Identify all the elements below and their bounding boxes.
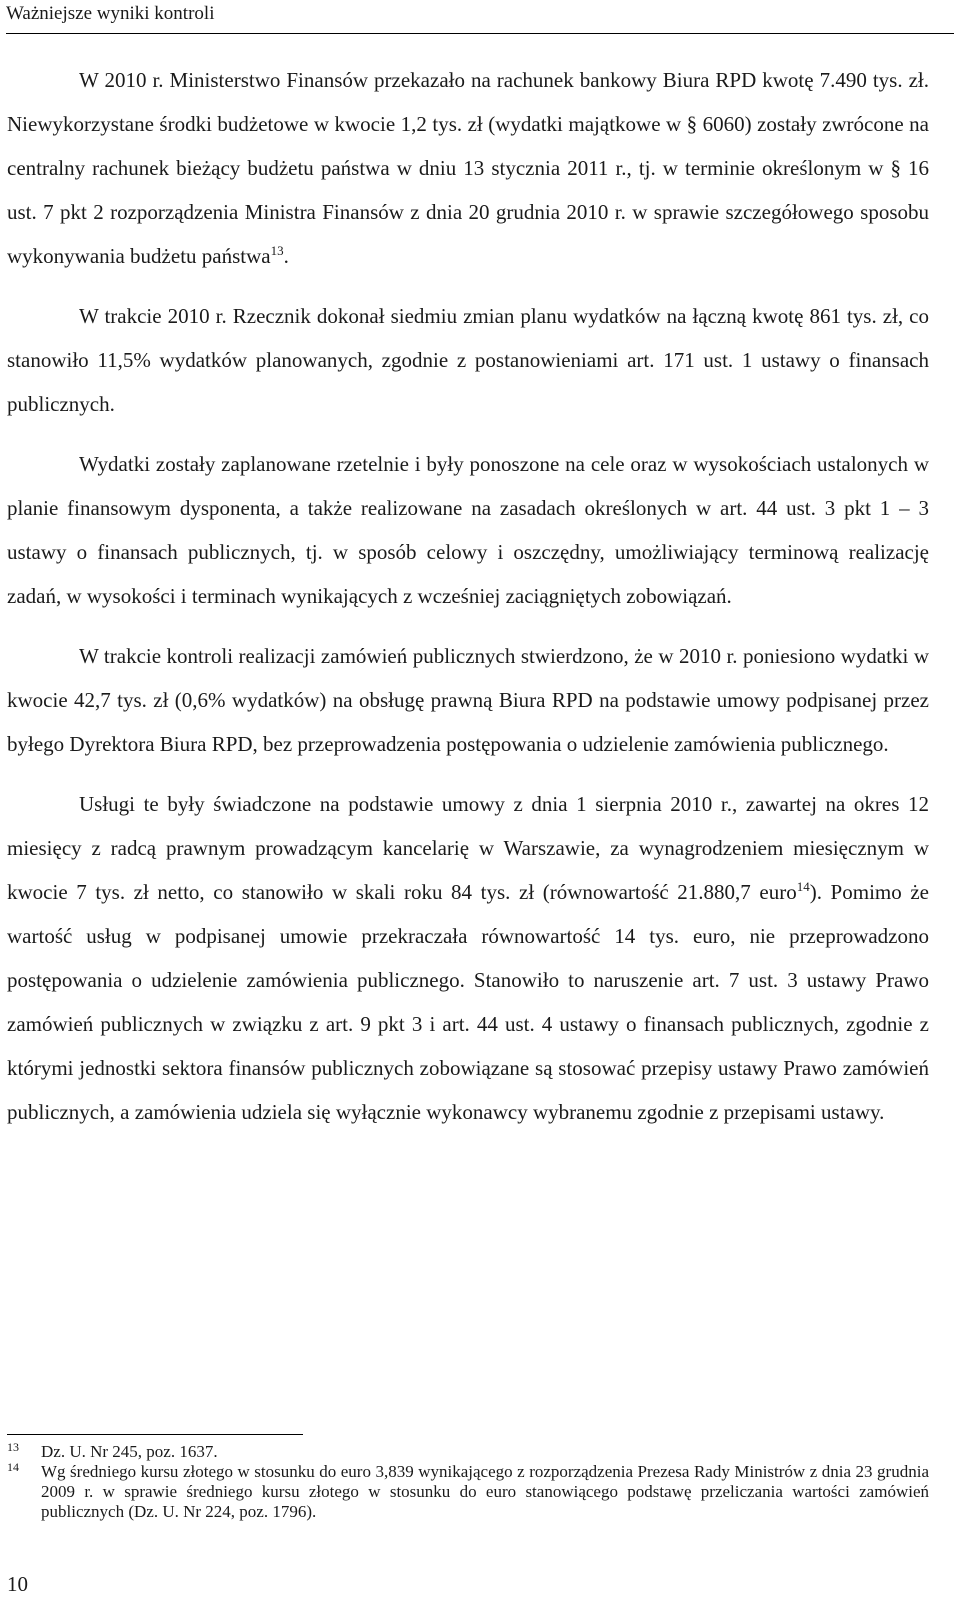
footnote-14 <box>7 1462 929 1522</box>
paragraph-1 <box>7 58 929 278</box>
paragraph-1-text: W 2010 r. Ministerstwo Finansów przekazało na rachunek bankowy Biura RPD kwotę 7.490 tys. zł. Niewykorzystane środki budżetowe w kwocie 1,2 tys. zł (wydatki majątkowe w § 6060) zostały zwrócone na centralny rachunek bieżący budżetu państwa w dniu 13 stycznia 2011 r., tj. w terminie określonym w § 16 ust. 7 pkt 2 rozporządzenia Ministra Finansów z dnia 20 grudnia 2010 r. w sprawie szczegółowego sposobu wykonywania budżetu państwa <box>7 68 929 268</box>
paragraph-3: Wydatki zostały zaplanowane rzetelnie i były ponoszone na cele oraz w wysokościach ustalonych w planie finansowym dysponenta, a także realizowane na zasadach określonych w art. 44 ust. 3 pkt 1 – 3 ustawy o finansach publicznych, tj. w sposób celowy i oszczędny, umożliwiający terminową realizację zadań, w wysokości i terminach wynikających z wcześniej zaciągniętych zobowiązań. <box>7 452 929 608</box>
paragraph-5-start: Usługi te były świadczone na podstawie umowy z dnia 1 sierpnia 2010 r., zawartej na okres 12 miesięcy z radcą prawnym prowadzącym kancelarię w Warszawie, za wynagrodzeniem miesięcznym w kwocie 7 tys. zł netto, co stanowiło w skali roku 84 tys. zł (równowartość 21.880,7 euro <box>7 792 929 904</box>
header-title: Ważniejsze wyniki kontroli <box>6 3 215 24</box>
footnotes <box>7 1442 929 1522</box>
footnote-number: 14 <box>7 1460 19 1474</box>
running-header <box>6 0 954 34</box>
page-number: 10 <box>7 1572 28 1596</box>
paragraph-2: W trakcie 2010 r. Rzecznik dokonał siedmiu zmian planu wydatków na łączną kwotę 861 tys. zł, co stanowiło 11,5% wydatków planowanych, zgodnie z postanowieniami art. 171 ust. 1 ustawy o finansach publicznych. <box>7 304 929 416</box>
footnote-ref-13: 13 <box>270 243 284 258</box>
footnote-13 <box>7 1442 929 1462</box>
footnote-ref-14: 14 <box>796 879 810 894</box>
paragraph-5-rest: ). Pomimo że wartość usług w podpisanej umowie przekraczała równowartość 14 tys. euro, nie przeprowadzono postępowania o udzielenie zamówienia publicznego. Stanowiło to naruszenie art. 7 ust. 3 ustawy Prawo zamówień publicznych w związku z art. 9 pkt 3 i art. 44 ust. 4 ustawy o finansach publicznych, zgodnie z którymi jednostki sektora finansów publicznych zobowiązane są stosować przepisy ustawy Prawo zamówień publicznych, a zamówienia udziela się wyłącznie wykonawcy wybranemu zgodnie z przepisami ustawy. <box>7 880 929 1124</box>
paragraph-5 <box>7 782 929 1134</box>
main-content <box>7 58 929 1134</box>
paragraph-1-end: . <box>283 244 289 268</box>
footnote-text: Wg średniego kursu złotego w stosunku do euro 3,839 wynikającego z rozporządzenia Prezesa Rady Ministrów z dnia 23 grudnia 2009 r. w sprawie średniego kursu złotego w stosunku do euro stanowiącego podstawę przeliczania wartości zamówień publicznych (Dz. U. Nr 224, poz. 1796). <box>41 1462 929 1521</box>
paragraph-4: W trakcie kontroli realizacji zamówień publicznych stwierdzono, że w 2010 r. poniesiono wydatki w kwocie 42,7 tys. zł (0,6% wydatków) na obsługę prawną Biura RPD na podstawie umowy podpisanej przez byłego Dyrektora Biura RPD, bez przeprowadzenia postępowania o udzielenie zamówienia publicznego. <box>7 644 929 756</box>
footnote-separator <box>7 1434 303 1435</box>
footnote-text: Dz. U. Nr 245, poz. 1637. <box>41 1442 218 1461</box>
footnote-number: 13 <box>7 1440 19 1454</box>
